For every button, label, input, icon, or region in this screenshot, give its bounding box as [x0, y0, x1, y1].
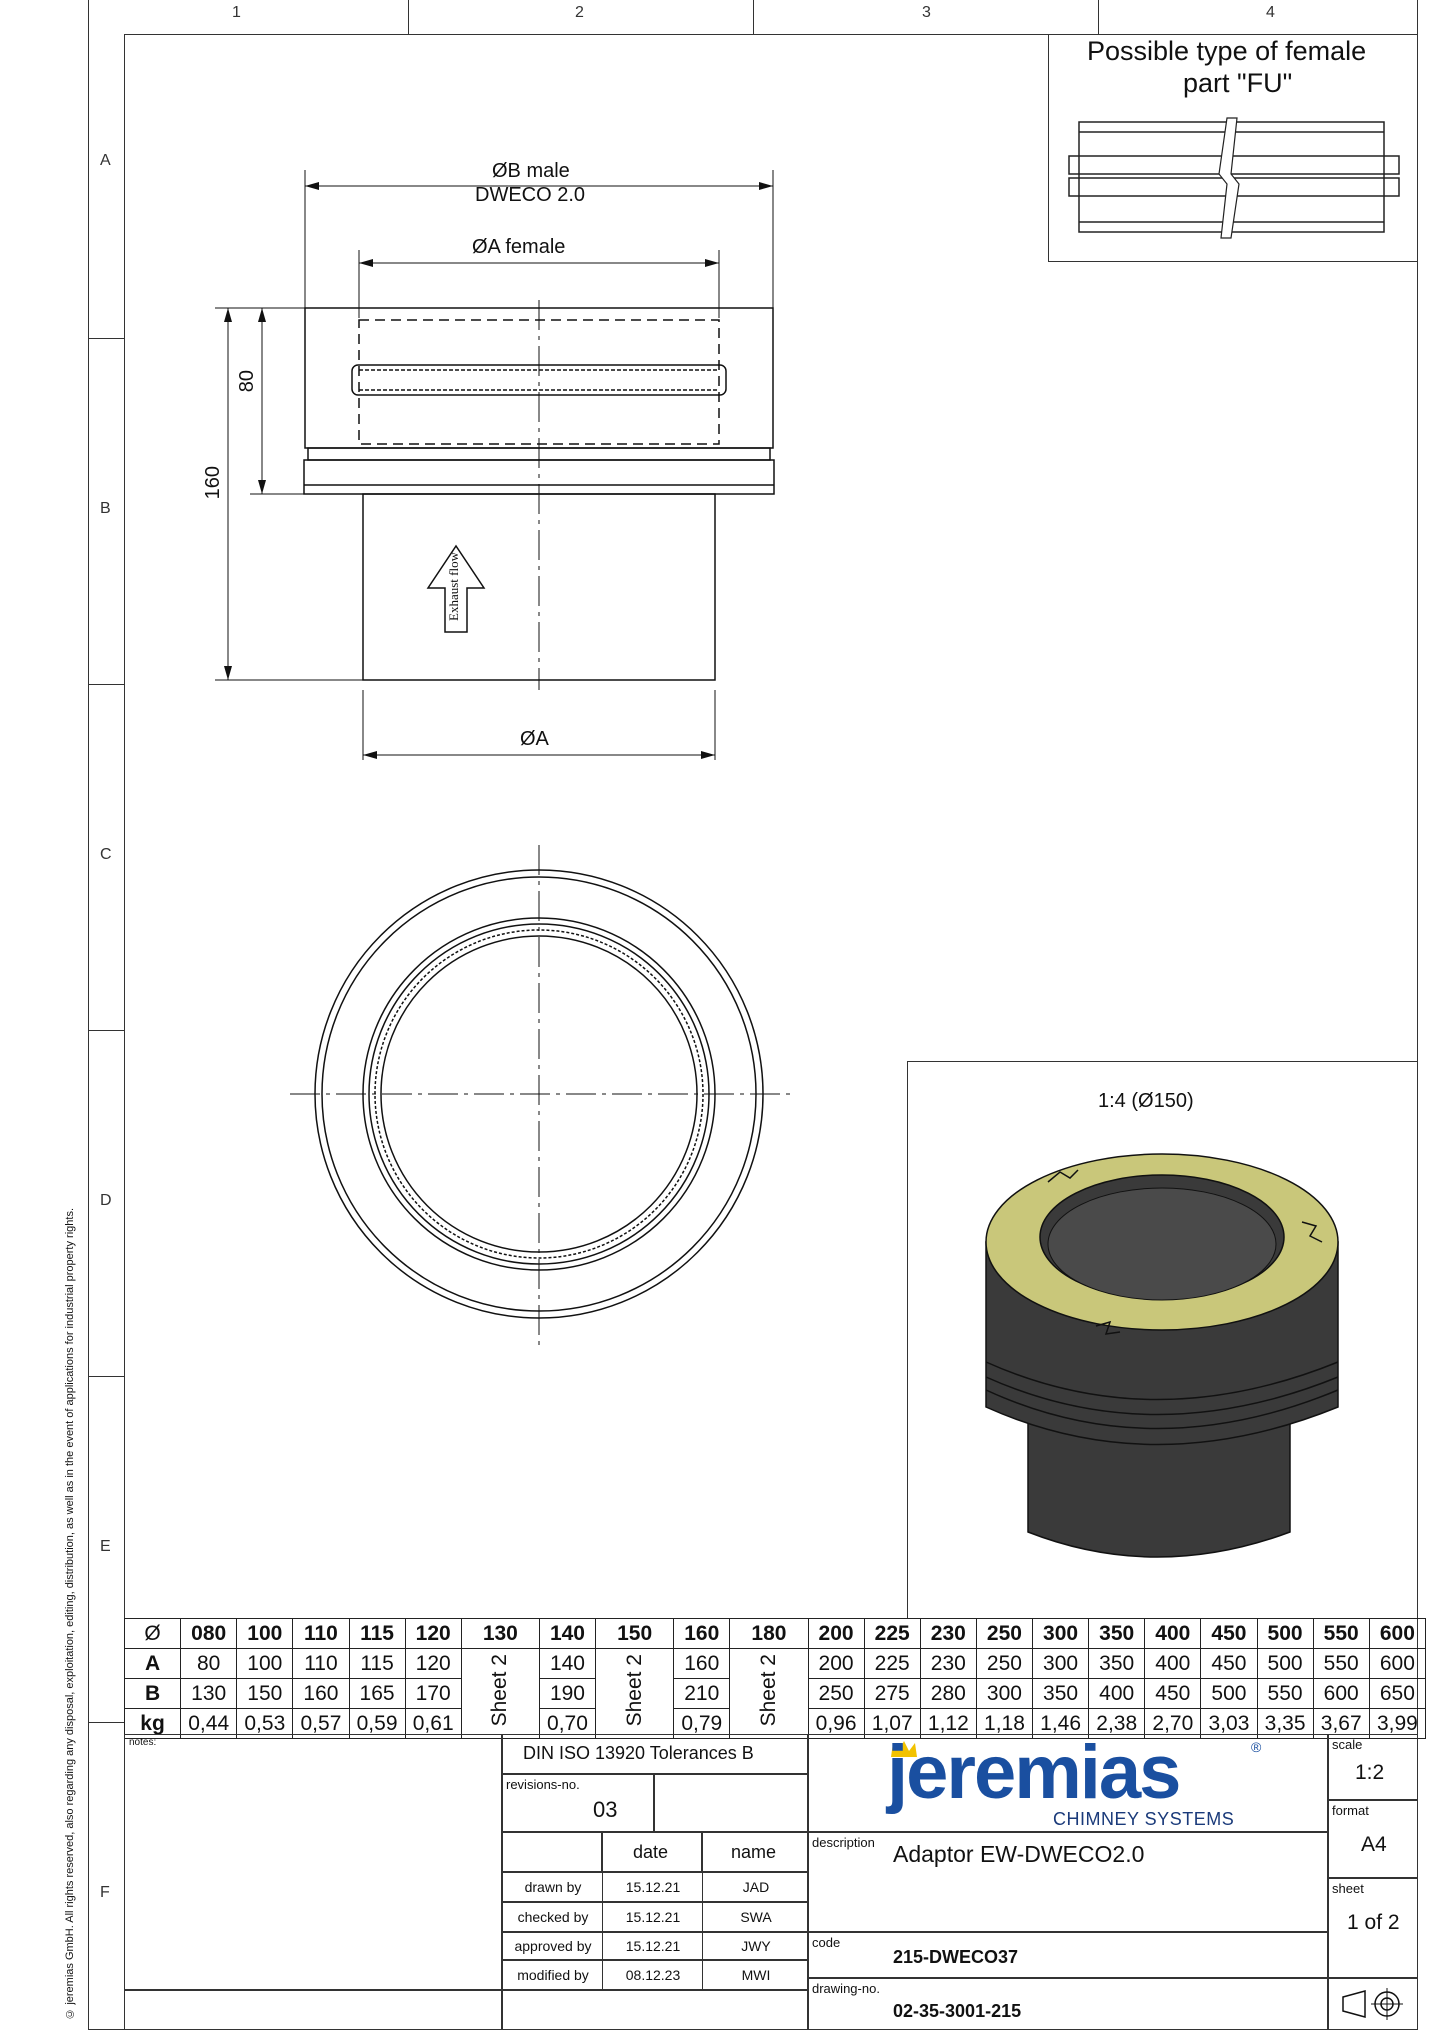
- drawing-no-value: 02-35-3001-215: [893, 2001, 1022, 2021]
- table-cell: 190: [539, 1679, 595, 1709]
- description-cell: [808, 1832, 1328, 1932]
- logo-wordmark: jeremias: [887, 1730, 1180, 1815]
- name-header: name: [702, 1832, 808, 1872]
- format-cell: [1328, 1800, 1418, 1878]
- table-cell: 550: [1313, 1649, 1369, 1679]
- table-cell: 0,70: [539, 1709, 595, 1739]
- table-header-cell: 110: [293, 1619, 349, 1649]
- table-cell: 450: [1145, 1679, 1201, 1709]
- table-header-cell: 080: [181, 1619, 237, 1649]
- table-cell: 115: [349, 1649, 405, 1679]
- table-header-cell: 450: [1201, 1619, 1257, 1649]
- table-cell: 500: [1201, 1679, 1257, 1709]
- table-cell: 350: [1033, 1679, 1089, 1709]
- scale-cell: [1328, 1734, 1418, 1800]
- sheet-ref-cell: Sheet 2: [461, 1649, 539, 1739]
- table-header-cell: 180: [730, 1619, 808, 1649]
- table-cell: 230: [920, 1649, 976, 1679]
- table-cell: 140: [539, 1649, 595, 1679]
- table-cell: 0,79: [674, 1709, 730, 1739]
- code-cell: [808, 1932, 1328, 1978]
- row-label: B: [100, 500, 111, 517]
- scale-value: 1:2: [1355, 1761, 1385, 1784]
- table-cell: 3,03: [1201, 1709, 1257, 1739]
- table-cell: 0,61: [405, 1709, 461, 1739]
- table-cell: 160: [674, 1649, 730, 1679]
- row-label: F: [100, 1884, 110, 1901]
- table-row-label: kg: [125, 1709, 181, 1739]
- logo-subtitle: CHIMNEY SYSTEMS: [1053, 1809, 1235, 1829]
- dimension-table: [124, 1618, 1426, 1739]
- copyright-notice: © jeremias GmbH. All rights reserved, also regarding any disposal, exploitation, editing, distribution, as well as in the event of applications for industrial property rights.: [64, 1208, 76, 2020]
- tolerance-cell: DIN ISO 13920 Tolerances B: [502, 1734, 808, 1774]
- table-cell: 2,38: [1089, 1709, 1145, 1739]
- person-row: drawn by 15.12.21 JAD: [502, 1872, 808, 1902]
- logo-cell: [808, 1730, 1328, 1832]
- table-cell: 400: [1145, 1649, 1201, 1679]
- table-cell: 80: [181, 1649, 237, 1679]
- table-header-cell: 550: [1313, 1619, 1369, 1649]
- table-cell: 3,67: [1313, 1709, 1369, 1739]
- table-cell: 0,57: [293, 1709, 349, 1739]
- dim-a-female: ØA female: [472, 236, 566, 258]
- table-cell: 1,46: [1033, 1709, 1089, 1739]
- table-header-cell: 350: [1089, 1619, 1145, 1649]
- table-cell: 165: [349, 1679, 405, 1709]
- table-header-cell: 200: [808, 1619, 864, 1649]
- sheet-value: 1 of 2: [1347, 1911, 1400, 1934]
- table-cell: 2,70: [1145, 1709, 1201, 1739]
- format-label: format: [1332, 1803, 1369, 1818]
- table-cell: 3,35: [1257, 1709, 1313, 1739]
- table-header-cell: 225: [864, 1619, 920, 1649]
- table-cell: 130: [181, 1679, 237, 1709]
- table-cell: 170: [405, 1679, 461, 1709]
- revisions-cell: [502, 1774, 654, 1832]
- notes-label: notes:: [129, 1737, 157, 1748]
- row-label: A: [100, 152, 111, 169]
- table-cell: 210: [674, 1679, 730, 1709]
- code-label: code: [812, 1935, 841, 1950]
- iso-scale-label: 1:4 (Ø150): [1098, 1090, 1194, 1112]
- dim-160: 160: [202, 466, 224, 500]
- drawing-no-cell: [808, 1978, 1328, 2030]
- table-header-cell: 100: [237, 1619, 293, 1649]
- table-cell: 3,99: [1369, 1709, 1425, 1739]
- side-view-drawing: [0, 0, 1445, 800]
- table-row: [125, 1649, 1426, 1679]
- table-cell: 450: [1201, 1649, 1257, 1679]
- table-cell: 250: [976, 1649, 1032, 1679]
- table-cell: 275: [864, 1679, 920, 1709]
- iso-view-box: [907, 1061, 1418, 1618]
- table-cell: 1,18: [976, 1709, 1032, 1739]
- table-header-cell: 400: [1145, 1619, 1201, 1649]
- table-header-cell: Ø: [125, 1619, 181, 1649]
- table-header-cell: 150: [596, 1619, 674, 1649]
- table-header-cell: 230: [920, 1619, 976, 1649]
- table-cell: 0,96: [808, 1709, 864, 1739]
- column-label: 3: [922, 4, 931, 21]
- table-cell: 600: [1313, 1679, 1369, 1709]
- table-header-cell: 160: [674, 1619, 730, 1649]
- table-cell: 280: [920, 1679, 976, 1709]
- table-cell: 120: [405, 1649, 461, 1679]
- table-header-cell: 120: [405, 1619, 461, 1649]
- iso-render: [908, 1062, 1419, 1619]
- revisions-label: revisions-no.: [506, 1777, 580, 1792]
- person-row: modified by 08.12.23 MWI: [502, 1960, 808, 1990]
- table-cell: 300: [976, 1679, 1032, 1709]
- table-cell: 650: [1369, 1679, 1425, 1709]
- table-cell: 150: [237, 1679, 293, 1709]
- dim-80: 80: [236, 370, 258, 393]
- table-cell: 0,53: [237, 1709, 293, 1739]
- dim-b-male: ØB male: [492, 160, 570, 182]
- logo-registered: ®: [1251, 1739, 1262, 1755]
- dim-a: ØA: [520, 728, 549, 750]
- table-row-label: B: [125, 1679, 181, 1709]
- table-cell: 0,44: [181, 1709, 237, 1739]
- scale-label: scale: [1332, 1737, 1363, 1752]
- table-header-cell: 130: [461, 1619, 539, 1649]
- table-cell: 160: [293, 1679, 349, 1709]
- sheet-ref-cell: Sheet 2: [596, 1649, 674, 1739]
- date-header: date: [602, 1832, 702, 1872]
- table-cell: 100: [237, 1649, 293, 1679]
- table-header-cell: 250: [976, 1619, 1032, 1649]
- row-label: C: [100, 846, 112, 863]
- projection-cell: [1328, 1978, 1418, 2030]
- table-cell: 0,59: [349, 1709, 405, 1739]
- table-header-cell: 600: [1369, 1619, 1425, 1649]
- format-value: A4: [1361, 1833, 1387, 1856]
- table-cell: 225: [864, 1649, 920, 1679]
- table-cell: 1,12: [920, 1709, 976, 1739]
- table-header-cell: 140: [539, 1619, 595, 1649]
- table-header-row: [125, 1619, 1426, 1649]
- table-cell: 400: [1089, 1679, 1145, 1709]
- code-value: 215-DWECO37: [893, 1947, 1019, 1967]
- female-box-title: Possible type of female: [1087, 36, 1367, 66]
- title-block: [124, 1730, 1418, 2030]
- row-label: D: [100, 1192, 112, 1209]
- column-label: 2: [575, 4, 584, 21]
- column-label: 4: [1266, 4, 1275, 21]
- description-label: description: [812, 1835, 875, 1850]
- table-cell: 1,07: [864, 1709, 920, 1739]
- table-cell: 250: [808, 1679, 864, 1709]
- sheet-ref-cell: Sheet 2: [730, 1649, 808, 1739]
- table-cell: 550: [1257, 1679, 1313, 1709]
- table-row-label: A: [125, 1649, 181, 1679]
- drawing-no-label: drawing-no.: [812, 1981, 880, 1996]
- projection-symbol-icon: [1329, 1979, 1419, 2031]
- table-header-cell: 500: [1257, 1619, 1313, 1649]
- sheet-label: sheet: [1332, 1881, 1364, 1896]
- description-value: Adaptor EW-DWECO2.0: [893, 1841, 1145, 1867]
- table-cell: 110: [293, 1649, 349, 1679]
- person-row: checked by 15.12.21 SWA: [502, 1902, 808, 1932]
- table-cell: 300: [1033, 1649, 1089, 1679]
- notes-area: [124, 1734, 502, 1990]
- dim-b-sub: DWECO 2.0: [475, 184, 586, 206]
- top-view-drawing: [290, 845, 790, 1345]
- table-cell: 500: [1257, 1649, 1313, 1679]
- table-cell: 200: [808, 1649, 864, 1679]
- female-box-title-line2: part "FU": [1183, 68, 1293, 98]
- row-label: E: [100, 1538, 111, 1555]
- table-cell: 350: [1089, 1649, 1145, 1679]
- table-cell: 600: [1369, 1649, 1425, 1679]
- column-label: 1: [232, 4, 241, 21]
- exhaust-flow-label: Exhaust flow: [446, 552, 461, 621]
- person-row: approved by 15.12.21 JWY: [502, 1932, 808, 1960]
- sheet-cell: [1328, 1878, 1418, 1978]
- revision-number: 03: [593, 1797, 618, 1822]
- table-header-cell: 300: [1033, 1619, 1089, 1649]
- table-header-cell: 115: [349, 1619, 405, 1649]
